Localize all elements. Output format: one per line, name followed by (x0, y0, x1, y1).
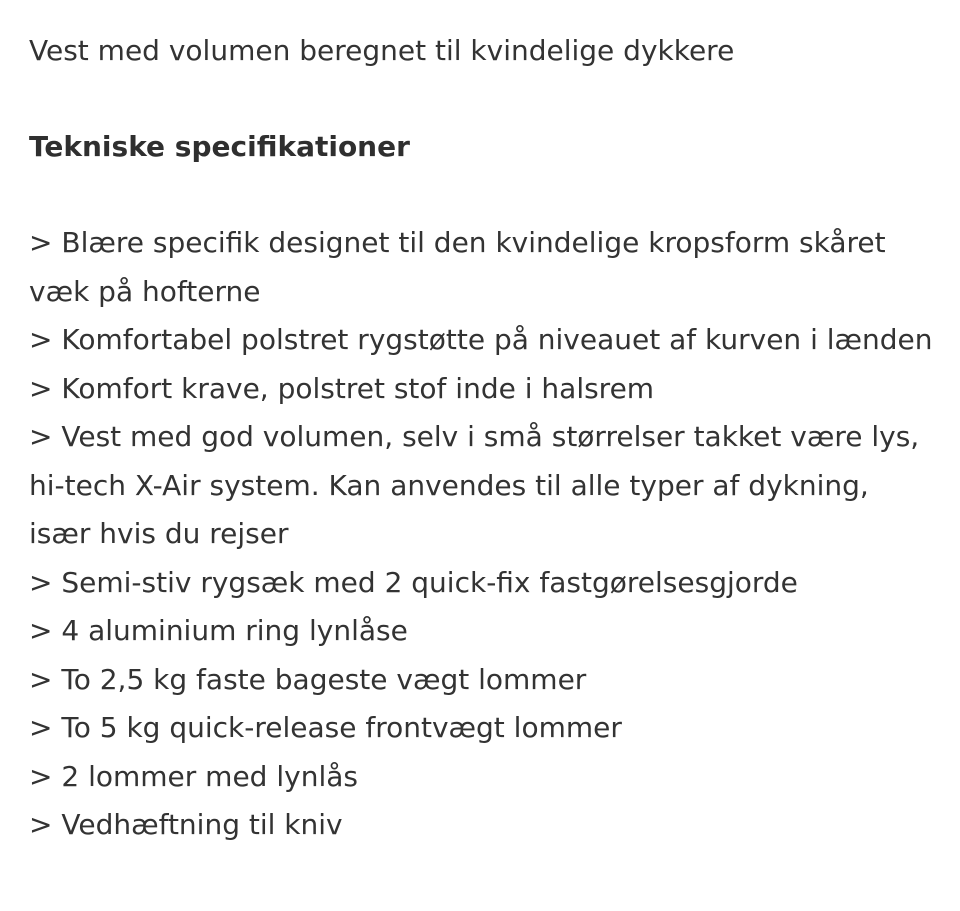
spec-item: > Semi-stiv rygsæk med 2 quick-fix fastgørelsesgjorde (29, 565, 798, 599)
spec-item: > Vedhæftning til kniv (29, 808, 343, 841)
spec-item: > 4 aluminium ring lynlåse (29, 614, 408, 647)
spec-item: > To 5 kg quick-release frontvægt lommer (29, 711, 622, 744)
intro-text: Vest med volumen beregnet til kvindelige dykkere (29, 34, 735, 67)
product-description (29, 27, 939, 850)
spec-item: > Komfort krave, polstret stof inde i halsrem (29, 371, 655, 405)
spec-item: > Blære specifik designet til den kvindelige kropsform skåret væk på hofterne (29, 226, 886, 308)
spec-item: > Komfortabel polstret rygstøtte på niveauet af kurven i lænden (29, 323, 933, 356)
section-heading: Tekniske specifikationer (29, 130, 410, 163)
spec-list (29, 219, 939, 850)
spec-item: > To 2,5 kg faste bageste vægt lommer (29, 662, 587, 696)
spec-item: > Vest med god volumen, selv i små størrelser takket være lys, hi-tech X-Air system. Kan anvendes til alle typer af dykning, især hvis du rejser (29, 420, 920, 550)
spec-item: > 2 lommer med lynlås (29, 759, 358, 793)
